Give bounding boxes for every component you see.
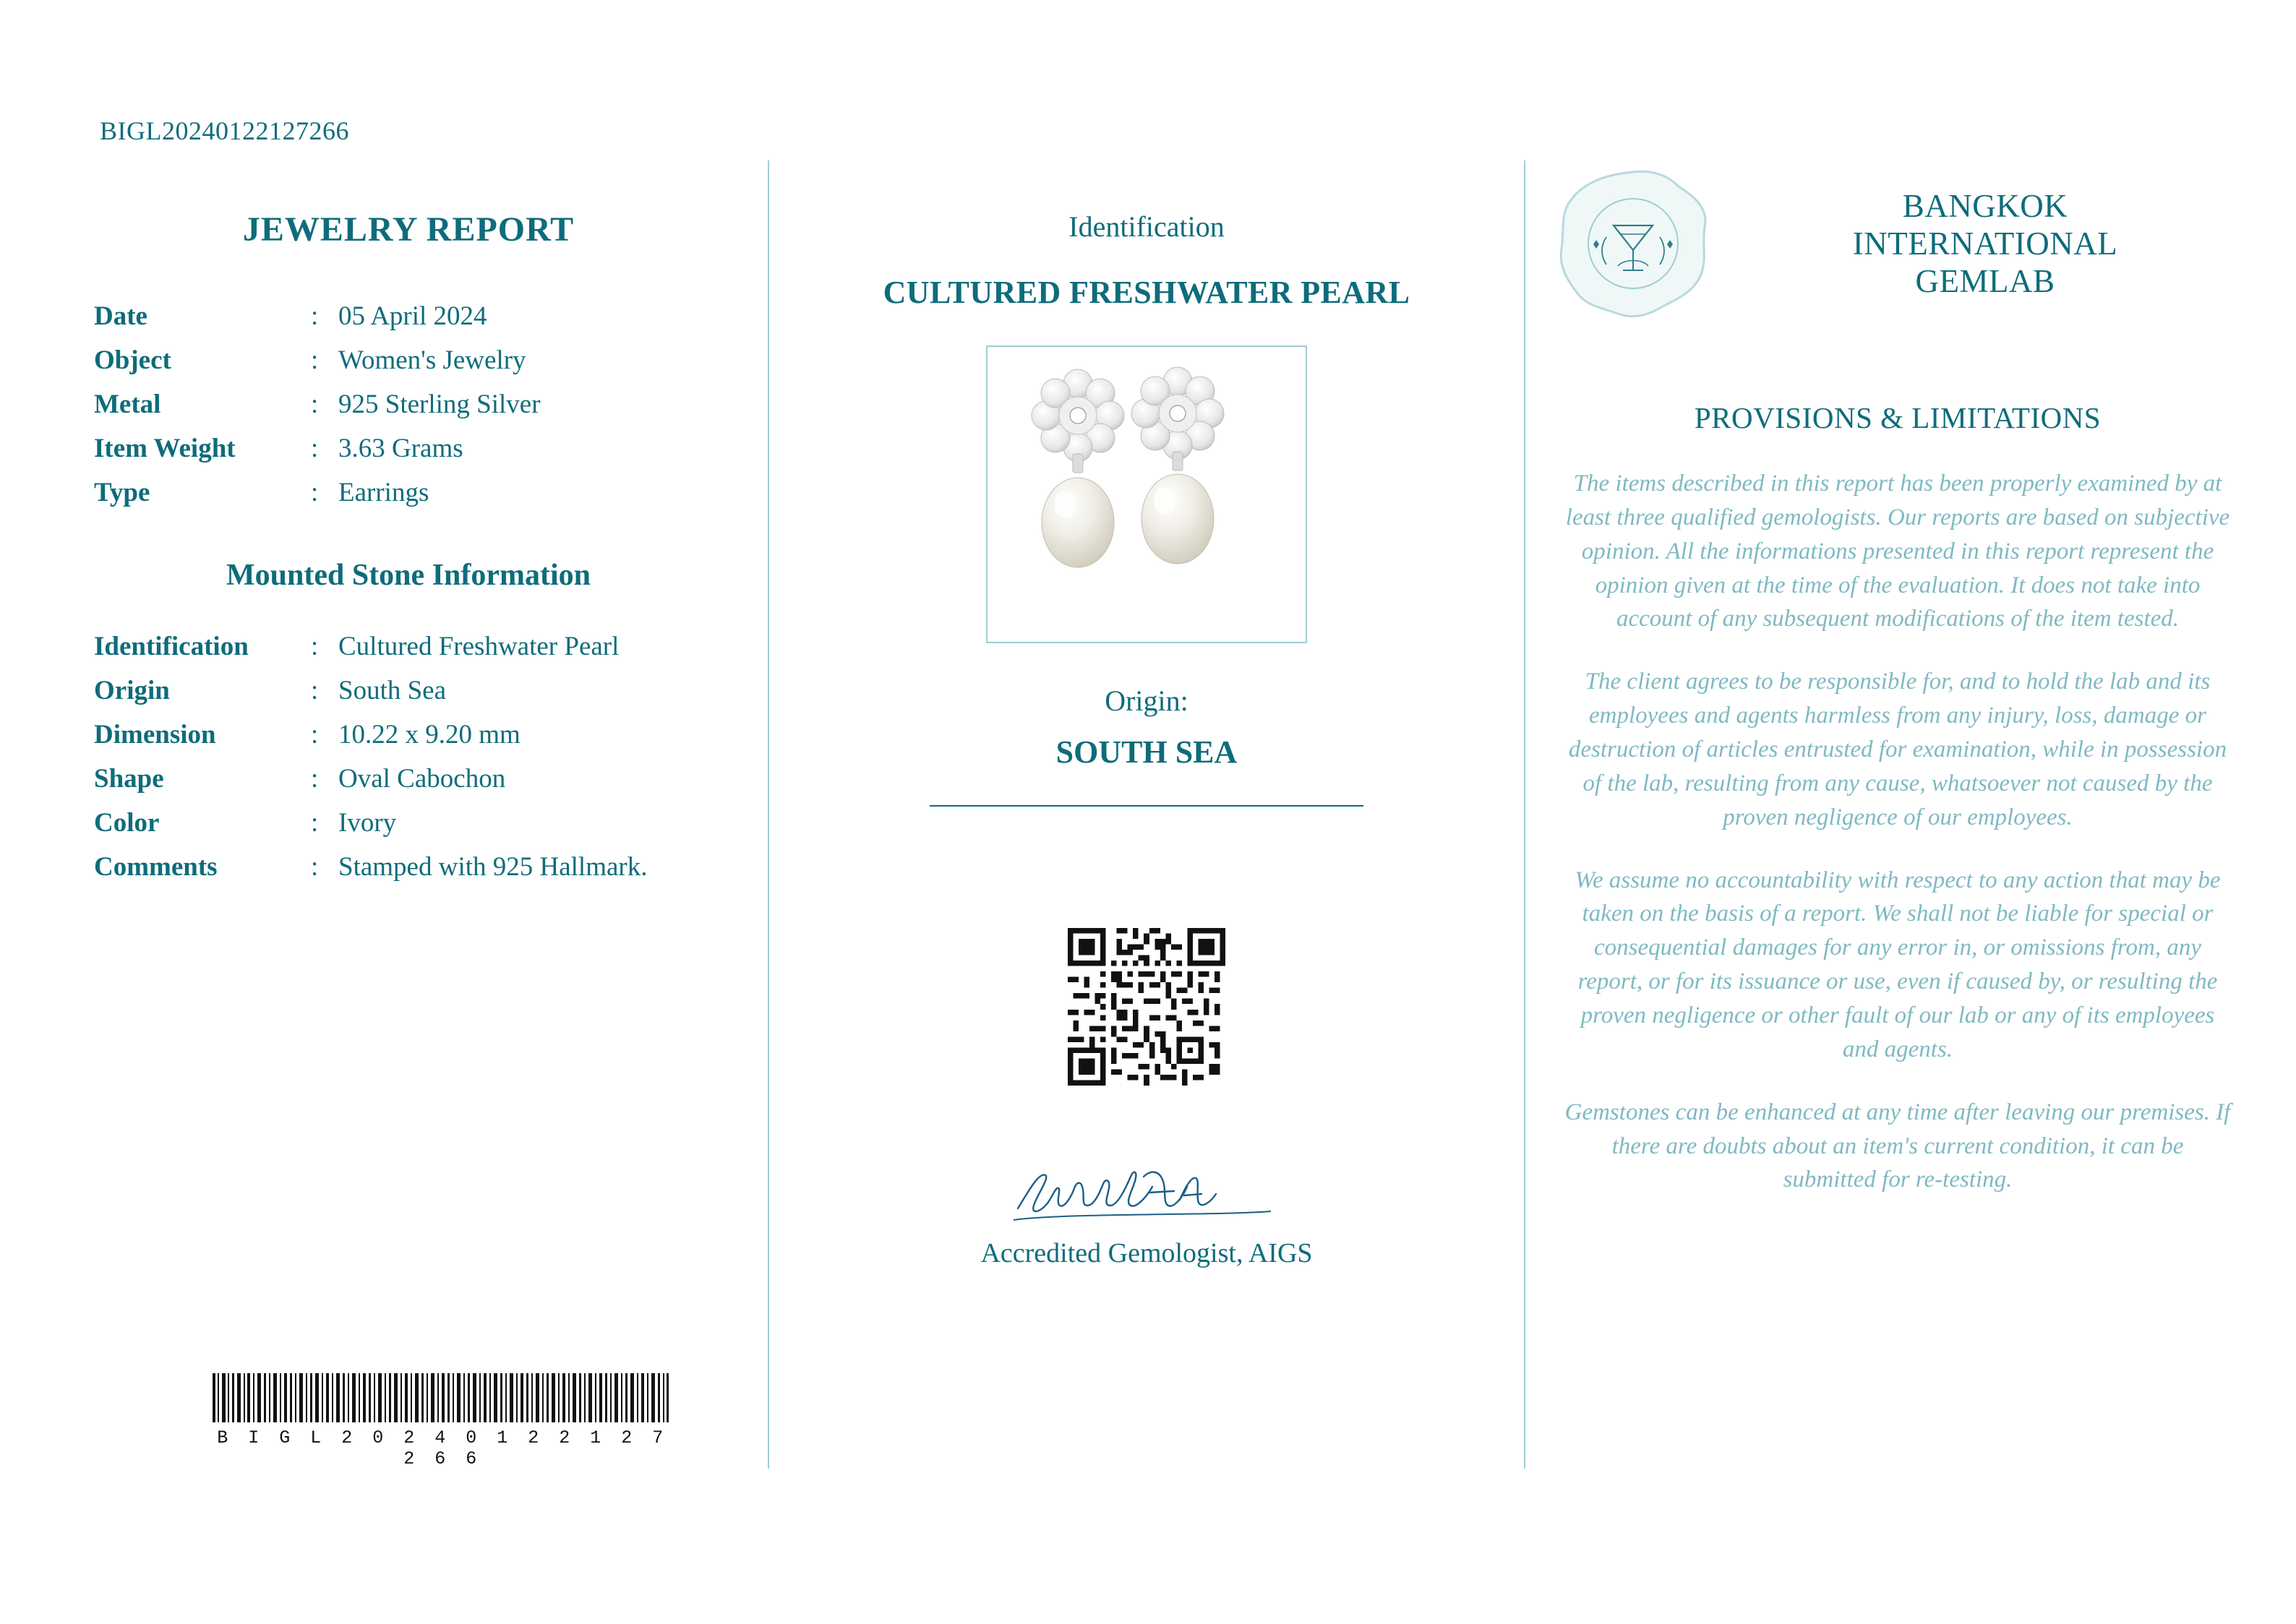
stone-table (94, 624, 745, 889)
barcode-number: B I G L 2 0 2 4 0 1 2 2 1 2 7 2 6 6 (217, 1427, 668, 1469)
qr-code[interactable] (1068, 928, 1225, 1086)
earrings-photo (988, 347, 1306, 642)
table-row (94, 338, 745, 382)
table-row (94, 382, 745, 426)
lab-name (1734, 187, 2241, 301)
signature-icon (1002, 1155, 1291, 1234)
spec-key: Object (94, 345, 171, 375)
spec-sep: : (311, 301, 319, 331)
stone-key: Dimension (94, 720, 216, 749)
column-divider-left (768, 160, 769, 1469)
provisions-paragraph: We assume no accountability with respect to any action that may be taken on the basis of a report. We shall not be liable for special or consequential damages for any error in, or omissions from, any report, or for its issuance or use, even if caused by, or resulting the proven negligence or other fault of our lab or any of its employees and agents. (1575, 867, 2221, 1062)
divider-rule (930, 805, 1363, 807)
stone-sep: : (311, 632, 319, 661)
qr-code-icon[interactable] (1068, 928, 1225, 1086)
spec-value: Earrings (338, 478, 429, 507)
provisions-title: PROVISIONS & LIMITATIONS (1694, 401, 2102, 434)
right-column (1554, 165, 2241, 1226)
spec-value: 05 April 2024 (338, 301, 487, 331)
table-row (94, 426, 745, 471)
stone-value: Cultured Freshwater Pearl (338, 632, 620, 661)
stone-value: 10.22 x 9.20 mm (338, 720, 521, 749)
provisions-body (1554, 467, 2241, 1197)
table-row (94, 713, 745, 757)
stone-key: Comments (94, 852, 218, 882)
stone-key: Identification (94, 632, 249, 661)
table-row (94, 294, 745, 338)
origin-value: SOUTH SEA (1055, 734, 1238, 770)
stone-key: Origin (94, 676, 170, 705)
brand-header (1554, 165, 2241, 322)
spec-key: Date (94, 301, 147, 331)
stone-key: Shape (94, 764, 164, 794)
table-row (94, 624, 745, 669)
stone-value: South Sea (338, 676, 447, 705)
stone-sep: : (311, 676, 319, 705)
spec-key: Metal (94, 390, 161, 419)
spec-key: Type (94, 478, 150, 507)
lab-name-line-3: GEMLAB (1915, 263, 2055, 300)
barcode-bars-icon (211, 1373, 669, 1422)
lab-name-line-1: BANGKOK (1902, 187, 2068, 224)
gemlab-logo-icon (1554, 165, 1712, 322)
table-row (94, 845, 745, 889)
stone-sep: : (311, 808, 319, 838)
spec-sep: : (311, 390, 319, 419)
stone-sep: : (311, 852, 319, 882)
provisions-paragraph: Gemstones can be enhanced at any time after leaving our premises. If there are doubts about an item's current condition, it can be submitted for re-testing. (1564, 1099, 2231, 1193)
provisions-paragraph: The items described in this report has been properly examined by at least three qualified gemologists. Our reports are based on subjective opinion. All the informations presented in this report represent the opinion given at the time of the evaluation. It does not take into account of any subsequent modifications of the item tested. (1565, 471, 2230, 632)
stone-value: Stamped with 925 Hallmark. (338, 852, 648, 882)
stone-value: Ivory (338, 808, 397, 838)
stone-key: Color (94, 808, 160, 838)
spec-value: Women's Jewelry (338, 345, 526, 375)
section-title-mounted-stone: Mounted Stone Information (226, 559, 591, 592)
specs-table (94, 294, 745, 515)
lab-logo (1554, 165, 1712, 322)
table-row (94, 801, 745, 845)
stone-sep: : (311, 764, 319, 794)
barcode (211, 1373, 674, 1469)
spec-sep: : (311, 434, 319, 463)
signature-block (795, 1155, 1498, 1269)
spec-value: 3.63 Grams (338, 434, 463, 463)
lab-name-line-2: INTERNATIONAL (1852, 225, 2118, 262)
item-photo-frame (986, 345, 1307, 643)
left-column (94, 210, 745, 889)
gemologist-label: Accredited Gemologist, AIGS (980, 1238, 1313, 1268)
origin-label: Origin: (1105, 684, 1188, 717)
spec-sep: : (311, 345, 319, 375)
identification-value: CULTURED FRESHWATER PEARL (883, 275, 1410, 310)
column-divider-right (1524, 160, 1525, 1469)
spec-sep: : (311, 478, 319, 507)
stone-sep: : (311, 720, 319, 749)
table-row (94, 669, 745, 713)
report-number: BIGL20240122127266 (100, 116, 349, 145)
spec-key: Item Weight (94, 434, 236, 463)
page-title: JEWELRY REPORT (242, 210, 575, 249)
table-row (94, 757, 745, 801)
spec-value: 925 Sterling Silver (338, 390, 541, 419)
provisions-paragraph: The client agrees to be responsible for, and to hold the lab and its employees and agents harmless from any injury, loss, damage or destruction of articles entrusted for examination, while in possession of the lab, resulting from any cause, whatsoever not caused by the proven negligence of our employees. (1568, 669, 2227, 830)
middle-column (795, 210, 1498, 1269)
stone-value: Oval Cabochon (338, 764, 506, 794)
identification-label: Identification (1068, 210, 1225, 243)
table-row (94, 471, 745, 515)
